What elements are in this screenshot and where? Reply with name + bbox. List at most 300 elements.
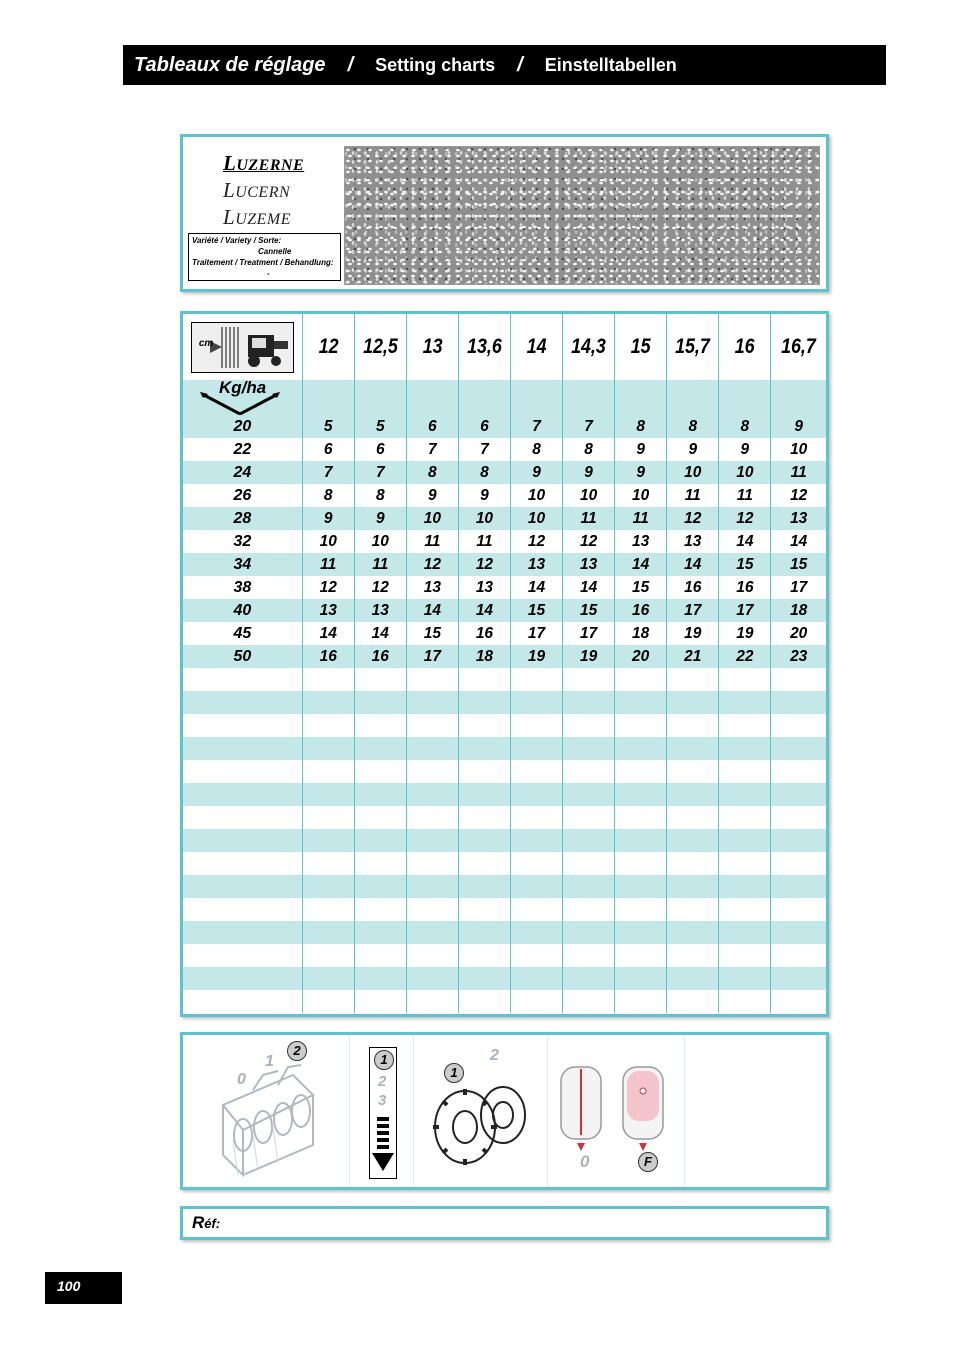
setting-value-cell: 13: [771, 507, 826, 530]
empty-cell: [302, 783, 354, 806]
crop-name-de: LUZEME: [223, 205, 292, 229]
setting-value-cell: 9: [615, 438, 667, 461]
empty-cell: [563, 875, 615, 898]
empty-cell: [183, 967, 302, 990]
empty-cell: [183, 783, 302, 806]
empty-cell: [458, 829, 510, 852]
empty-cell: [406, 898, 458, 921]
empty-cell: [510, 990, 562, 1013]
empty-cell: [458, 737, 510, 760]
title-separator: /: [517, 53, 523, 76]
setting-value-cell: 22: [719, 645, 771, 668]
empty-cell: [510, 921, 562, 944]
empty-cell: [615, 806, 667, 829]
empty-cell: [510, 691, 562, 714]
shutter-label-0: 0: [580, 1152, 590, 1171]
empty-cell: [667, 967, 719, 990]
setting-value-cell: 5: [302, 415, 354, 438]
setting-value-cell: 18: [458, 645, 510, 668]
setting-value-cell: 12: [406, 553, 458, 576]
empty-cell: [458, 668, 510, 691]
empty-cell: [458, 944, 510, 967]
setting-value-cell: 13: [406, 576, 458, 599]
empty-cell: [667, 944, 719, 967]
setting-value-cell: 10: [667, 461, 719, 484]
empty-cell: [354, 829, 406, 852]
setting-value-cell: 19: [563, 645, 615, 668]
setting-value-cell: 14: [719, 530, 771, 553]
empty-cell: [183, 829, 302, 852]
setting-value-cell: 10: [510, 484, 562, 507]
setting-value-cell: 14: [354, 622, 406, 645]
empty-cell: [615, 875, 667, 898]
spacing-header: 13: [406, 314, 458, 380]
spacing-header: 15: [615, 314, 667, 380]
setting-value-cell: 9: [354, 507, 406, 530]
setting-value-cell: 8: [302, 484, 354, 507]
empty-cell: [458, 921, 510, 944]
rate-unit-cell: [183, 380, 302, 415]
empty-cell: [615, 829, 667, 852]
empty-cell: [563, 668, 615, 691]
setting-value-cell: 14: [667, 553, 719, 576]
spacing-header: 12,5: [354, 314, 406, 380]
seed-rate-cell: 38: [183, 576, 302, 599]
setting-value-cell: 10: [302, 530, 354, 553]
empty-cell: [771, 806, 826, 829]
empty-cell: [719, 691, 771, 714]
empty-cell: [719, 760, 771, 783]
empty-cell: [302, 829, 354, 852]
setting-value-cell: 10: [771, 438, 826, 461]
rate-unit-row: [183, 380, 826, 415]
empty-cell: [354, 806, 406, 829]
empty-cell: [719, 806, 771, 829]
arrow-down-icon: [200, 388, 280, 415]
empty-cell: [406, 668, 458, 691]
empty-cell: [302, 875, 354, 898]
empty-cell: [510, 737, 562, 760]
empty-cell: [771, 875, 826, 898]
empty-cell: [510, 967, 562, 990]
empty-cell: [510, 760, 562, 783]
empty-cell: [406, 944, 458, 967]
reference-panel: [180, 1206, 829, 1240]
setting-value-cell: 19: [667, 622, 719, 645]
empty-cell: [667, 829, 719, 852]
spacing-header: 14: [510, 314, 562, 380]
empty-cell: [563, 737, 615, 760]
empty-cell: [719, 668, 771, 691]
empty-cell: [406, 783, 458, 806]
setting-value-cell: 11: [667, 484, 719, 507]
gearbox-setting: [349, 1035, 414, 1187]
setting-value-cell: 8: [458, 461, 510, 484]
empty-cell: [183, 760, 302, 783]
setting-value-cell: 16: [354, 645, 406, 668]
setting-value-cell: 19: [510, 645, 562, 668]
empty-cell: [667, 990, 719, 1013]
setting-value-cell: 13: [667, 530, 719, 553]
empty-cell: [510, 944, 562, 967]
empty-cell: [563, 691, 615, 714]
empty-cell: [354, 714, 406, 737]
empty-cell: [183, 852, 302, 875]
empty-cell: [719, 921, 771, 944]
empty-table-row: [183, 668, 826, 691]
empty-cell: [183, 898, 302, 921]
setting-value-cell: 9: [406, 484, 458, 507]
setting-value-cell: 10: [510, 507, 562, 530]
empty-cell: [719, 990, 771, 1013]
setting-value-cell: 10: [615, 484, 667, 507]
setting-value-cell: 15: [563, 599, 615, 622]
setting-value-cell: 13: [615, 530, 667, 553]
setting-value-cell: 9: [615, 461, 667, 484]
shutter-icon: [547, 1035, 684, 1187]
setting-value-cell: 7: [354, 461, 406, 484]
setting-value-cell: 12: [771, 484, 826, 507]
rate-unit-label: Kg/ha: [219, 380, 267, 397]
empty-cell: [667, 714, 719, 737]
empty-cell: [771, 714, 826, 737]
empty-cell: [719, 783, 771, 806]
variety-value: Cannelle: [258, 247, 292, 256]
setting-value-cell: 11: [719, 484, 771, 507]
empty-cell: [615, 737, 667, 760]
setting-value-cell: 18: [615, 622, 667, 645]
table-row: [183, 622, 826, 645]
empty-cell: [563, 944, 615, 967]
seed-photo: [344, 146, 820, 285]
seed-rate-cell: 28: [183, 507, 302, 530]
empty-cell: [458, 760, 510, 783]
wheel-label-1: 1: [444, 1063, 464, 1083]
empty-cell: [354, 898, 406, 921]
empty-cell: [354, 990, 406, 1013]
empty-cell: [406, 852, 458, 875]
gearbox-label-2: 2: [378, 1073, 387, 1090]
setting-value-cell: 11: [302, 553, 354, 576]
gear-wheel-icon: [413, 1035, 547, 1187]
empty-cell: [302, 898, 354, 921]
empty-cell: [667, 875, 719, 898]
setting-value-cell: 5: [354, 415, 406, 438]
spacing-header: 16,7: [771, 314, 826, 380]
setting-value-cell: 14: [563, 576, 615, 599]
empty-cell: [563, 990, 615, 1013]
seed-drill-icon: [191, 322, 294, 373]
empty-cell: [302, 760, 354, 783]
setting-value-cell: 6: [406, 415, 458, 438]
empty-cell: [615, 852, 667, 875]
empty-cell: [510, 783, 562, 806]
empty-cell: [563, 714, 615, 737]
setting-value-cell: 7: [458, 438, 510, 461]
seed-rate-cell: 32: [183, 530, 302, 553]
empty-cell: [406, 714, 458, 737]
empty-table-row: [183, 898, 826, 921]
wheel-label-2: 2: [490, 1047, 499, 1064]
empty-table-row: [183, 852, 826, 875]
empty-cell: [719, 944, 771, 967]
setting-value-cell: 15: [510, 599, 562, 622]
empty-cell: [615, 990, 667, 1013]
seed-rate-cell: 24: [183, 461, 302, 484]
empty-cell: [458, 783, 510, 806]
setting-value-cell: 13: [563, 553, 615, 576]
empty-cell: [771, 829, 826, 852]
empty-cell: [667, 668, 719, 691]
empty-cell: [667, 898, 719, 921]
setting-value-cell: 14: [458, 599, 510, 622]
seed-rate-cell: 50: [183, 645, 302, 668]
gearbox-label-3: 3: [378, 1092, 387, 1109]
table-row: [183, 599, 826, 622]
setting-value-cell: 10: [458, 507, 510, 530]
setting-value-cell: 7: [302, 461, 354, 484]
setting-value-cell: 9: [563, 461, 615, 484]
empty-cell: [563, 806, 615, 829]
table-row: [183, 645, 826, 668]
setting-value-cell: 9: [458, 484, 510, 507]
empty-cell: [667, 783, 719, 806]
empty-cell: [771, 852, 826, 875]
setting-value-cell: 6: [458, 415, 510, 438]
empty-cell: [563, 967, 615, 990]
empty-cell: [667, 806, 719, 829]
spacing-header: 12: [302, 314, 354, 380]
seed-rate-cell: 22: [183, 438, 302, 461]
setting-value-cell: 16: [615, 599, 667, 622]
treatment-label: Traitement / Treatment / Behandlung:: [192, 258, 334, 267]
setting-value-cell: 17: [563, 622, 615, 645]
setting-value-cell: 10: [354, 530, 406, 553]
gearbox-arrow-down-icon: [371, 1115, 395, 1177]
spacing-header: 14,3: [563, 314, 615, 380]
setting-value-cell: 8: [406, 461, 458, 484]
setting-value-cell: 14: [302, 622, 354, 645]
setting-value-cell: 15: [406, 622, 458, 645]
empty-cell: [406, 990, 458, 1013]
spacing-header: 16: [719, 314, 771, 380]
empty-cell: [510, 714, 562, 737]
setting-value-cell: 14: [406, 599, 458, 622]
empty-cell: [510, 852, 562, 875]
empty-cell: [302, 691, 354, 714]
empty-cell: [354, 944, 406, 967]
feed-label-1: 1: [265, 1053, 274, 1070]
empty-cell: [354, 760, 406, 783]
setting-value-cell: 10: [563, 484, 615, 507]
empty-cell: [302, 967, 354, 990]
empty-cell: [667, 921, 719, 944]
reference-label: Réf:: [192, 1213, 221, 1232]
empty-cell: [458, 967, 510, 990]
setting-value-cell: 18: [771, 599, 826, 622]
table-row: [183, 415, 826, 438]
shutter-setting: [547, 1035, 685, 1187]
setting-value-cell: 19: [719, 622, 771, 645]
settings-table: [183, 314, 826, 1013]
seed-rate-cell: 40: [183, 599, 302, 622]
empty-cell: [183, 944, 302, 967]
empty-table-row: [183, 875, 826, 898]
setting-value-cell: 8: [719, 415, 771, 438]
setting-value-cell: 12: [458, 553, 510, 576]
crop-name-en: LUCERN: [223, 178, 291, 202]
empty-cell: [354, 967, 406, 990]
empty-cell: [302, 921, 354, 944]
setting-value-cell: 9: [771, 415, 826, 438]
empty-table-row: [183, 967, 826, 990]
table-row: [183, 438, 826, 461]
empty-cell: [183, 737, 302, 760]
empty-cell: [302, 944, 354, 967]
setting-value-cell: 21: [667, 645, 719, 668]
empty-cell: [563, 760, 615, 783]
setting-value-cell: 17: [771, 576, 826, 599]
table-row: [183, 576, 826, 599]
empty-cell: [458, 898, 510, 921]
setting-value-cell: 6: [354, 438, 406, 461]
empty-cell: [510, 875, 562, 898]
empty-cell: [667, 760, 719, 783]
empty-cell: [354, 852, 406, 875]
setting-value-cell: 8: [354, 484, 406, 507]
empty-cell: [615, 714, 667, 737]
empty-cell: [563, 921, 615, 944]
crop-panel: [180, 134, 829, 292]
empty-cell: [510, 829, 562, 852]
empty-cell: [771, 967, 826, 990]
empty-cell: [458, 852, 510, 875]
empty-cell: [406, 875, 458, 898]
setting-value-cell: 9: [719, 438, 771, 461]
empty-table-row: [183, 990, 826, 1013]
empty-cell: [510, 898, 562, 921]
empty-cell: [302, 852, 354, 875]
empty-cell: [771, 783, 826, 806]
empty-cell: [615, 898, 667, 921]
header-bar: [123, 45, 886, 85]
empty-table-row: [183, 714, 826, 737]
setting-value-cell: 11: [563, 507, 615, 530]
machine-settings-panel: [180, 1032, 829, 1190]
empty-cell: [183, 668, 302, 691]
shutter-label-f: F: [638, 1152, 658, 1172]
empty-cell: [406, 737, 458, 760]
empty-cell: [615, 760, 667, 783]
setting-value-cell: 20: [771, 622, 826, 645]
setting-value-cell: 11: [406, 530, 458, 553]
setting-value-cell: 8: [667, 415, 719, 438]
empty-cell: [615, 783, 667, 806]
empty-cell: [615, 921, 667, 944]
title-fr: Tableaux de réglage: [134, 53, 326, 76]
title-de: Einstelltabellen: [544, 54, 677, 75]
table-row: [183, 461, 826, 484]
empty-cell: [406, 806, 458, 829]
empty-cell: [406, 829, 458, 852]
setting-value-cell: 8: [510, 438, 562, 461]
empty-cell: [771, 760, 826, 783]
seed-rate-cell: 20: [183, 415, 302, 438]
setting-value-cell: 12: [510, 530, 562, 553]
empty-cell: [667, 691, 719, 714]
setting-value-cell: 14: [615, 553, 667, 576]
settings-table-panel: [180, 311, 829, 1017]
crop-name-fr: LUZERNE: [223, 151, 305, 175]
empty-cell: [406, 967, 458, 990]
title-en: Setting charts: [375, 54, 496, 75]
empty-cell: [667, 852, 719, 875]
setting-value-cell: 8: [563, 438, 615, 461]
cm-label: cm: [198, 337, 214, 349]
empty-cell: [771, 990, 826, 1013]
setting-value-cell: 17: [667, 599, 719, 622]
empty-table-row: [183, 783, 826, 806]
feed-label-0: 0: [237, 1071, 246, 1088]
empty-cell: [771, 898, 826, 921]
table-row: [183, 484, 826, 507]
empty-cell: [719, 852, 771, 875]
empty-cell: [458, 806, 510, 829]
empty-cell: [406, 921, 458, 944]
spacing-header-row: [183, 314, 826, 380]
setting-value-cell: 14: [510, 576, 562, 599]
setting-value-cell: 12: [667, 507, 719, 530]
empty-cell: [406, 691, 458, 714]
table-row: [183, 553, 826, 576]
seed-rate-cell: 45: [183, 622, 302, 645]
setting-value-cell: 16: [302, 645, 354, 668]
setting-value-cell: 13: [354, 599, 406, 622]
seed-rate-cell: 26: [183, 484, 302, 507]
gearbox-label-1: 1: [374, 1050, 394, 1070]
empty-cell: [615, 967, 667, 990]
empty-cell: [183, 806, 302, 829]
treatment-value: -: [267, 269, 270, 278]
empty-cell: [771, 737, 826, 760]
setting-value-cell: 13: [510, 553, 562, 576]
empty-cell: [667, 737, 719, 760]
empty-cell: [183, 990, 302, 1013]
setting-value-cell: 15: [615, 576, 667, 599]
wheel-setting: [413, 1035, 548, 1187]
setting-value-cell: 13: [458, 576, 510, 599]
setting-value-cell: 7: [406, 438, 458, 461]
page-number: 100: [45, 1272, 122, 1304]
spacing-header: 15,7: [667, 314, 719, 380]
empty-cell: [183, 875, 302, 898]
setting-value-cell: 12: [563, 530, 615, 553]
setting-value-cell: 6: [302, 438, 354, 461]
crop-names: [223, 151, 333, 232]
setting-value-cell: 10: [406, 507, 458, 530]
setting-value-cell: 17: [719, 599, 771, 622]
table-row: [183, 530, 826, 553]
setting-value-cell: 12: [302, 576, 354, 599]
empty-cell: [302, 990, 354, 1013]
setting-value-cell: 12: [719, 507, 771, 530]
empty-cell: [719, 714, 771, 737]
empty-cell: [719, 898, 771, 921]
empty-cell: [510, 806, 562, 829]
empty-cell: [458, 714, 510, 737]
empty-cell: [719, 829, 771, 852]
setting-value-cell: 20: [615, 645, 667, 668]
